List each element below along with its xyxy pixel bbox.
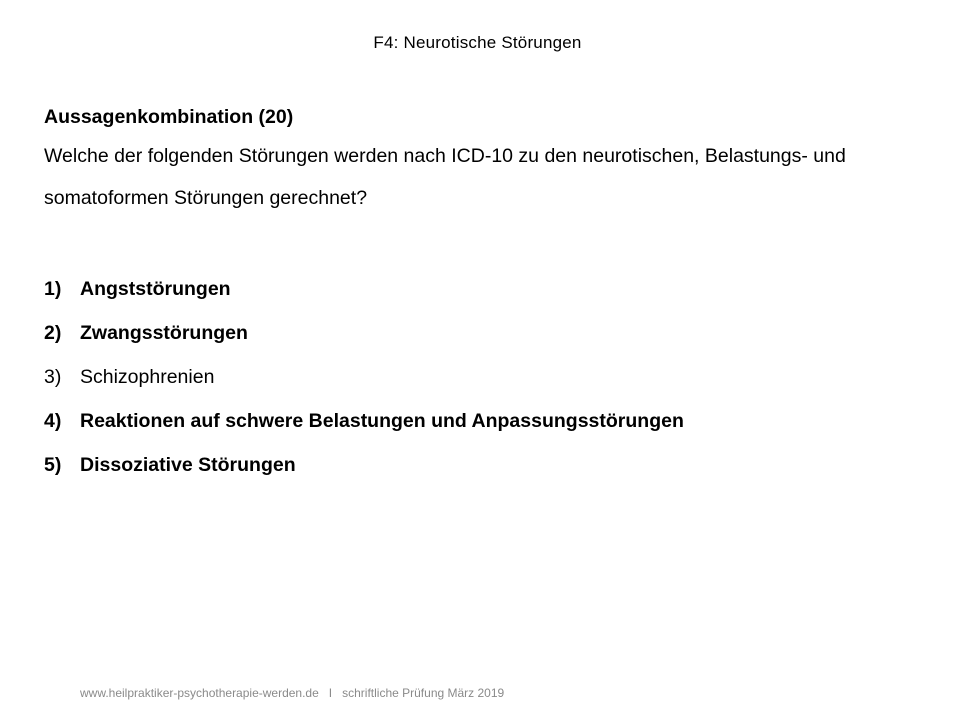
answer-number: 4) (44, 410, 62, 432)
answer-text: Schizophrenien (80, 366, 215, 388)
question-text: Welche der folgenden Störungen werden nach ICD-10 zu den neurotischen, Belastungs- und somatoformen Störungen gerechnet? (44, 145, 846, 209)
answer-text: Reaktionen auf schwere Belastungen und Anpassungsstörungen (80, 410, 684, 432)
answer-item-2 (44, 311, 924, 355)
answer-number: 3) (44, 366, 62, 388)
answer-number: 1) (44, 278, 62, 300)
answer-text: Dissoziative Störungen (80, 454, 296, 476)
answer-item-1 (44, 267, 924, 311)
footer: www.heilpraktiker-psychotherapie-werden.de I schriftliche Prüfung März 2019 (80, 686, 505, 700)
slide-title: F4: Neurotische Störungen (373, 33, 582, 52)
answer-number: 2) (44, 322, 62, 344)
slide-content (44, 103, 924, 487)
answer-list (44, 267, 924, 487)
answer-item-4 (44, 399, 924, 443)
answer-text: Angststörungen (80, 278, 231, 300)
answer-item-5 (44, 443, 924, 487)
answer-item-3 (44, 355, 924, 399)
answer-number: 5) (44, 454, 62, 476)
question-heading: Aussagenkombination (20) (44, 106, 294, 128)
answer-text: Zwangsstörungen (80, 322, 248, 344)
